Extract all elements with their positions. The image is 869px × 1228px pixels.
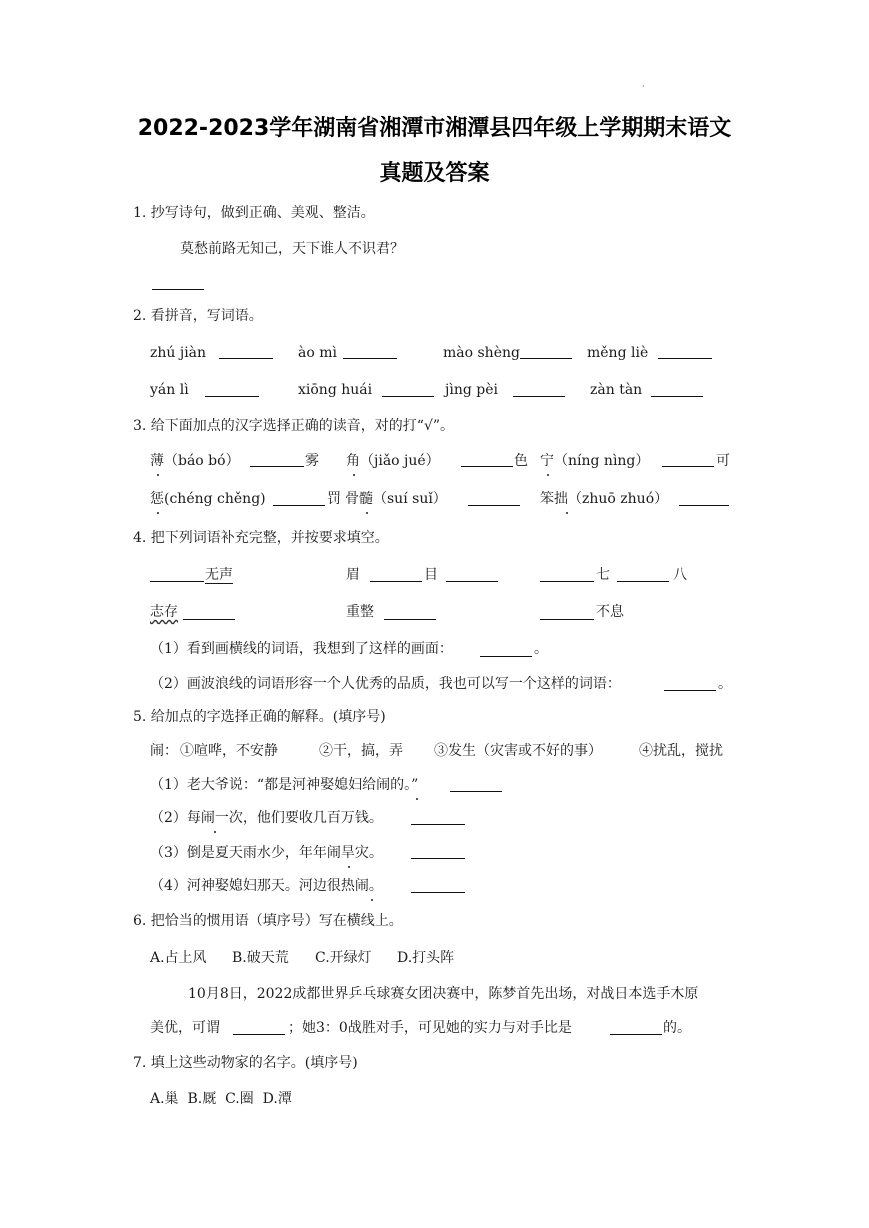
idiom-6-text: 不息 — [596, 604, 624, 620]
reading-1: 薄（báo bó） — [150, 453, 240, 469]
reading-4: 惩(chéng chěng) — [150, 491, 266, 507]
question-4-sub2: （2）画波浪线的词语形容一个人优秀的品质，我也可以写一个这样的词语： — [150, 676, 621, 692]
pinyin-8: zàn tàn — [590, 382, 643, 398]
idiom-3-middle: 七 — [596, 567, 610, 583]
idiom-5-blank[interactable] — [384, 619, 436, 620]
meaning-item-1: （1）老大爷说：“都是河神娶媳妇给闹的。” — [150, 777, 419, 793]
definition-label: 闹： — [150, 743, 178, 759]
document-title-line1: 2022-2023学年湖南省湘潭市湘潭县四年级上学期期末语文 — [137, 116, 732, 141]
option-d: D.打头阵 — [397, 950, 455, 966]
idiom-5-text: 重整 — [346, 604, 374, 620]
pinyin-2: ào mì — [298, 345, 337, 361]
idiom-2-blank-a[interactable] — [370, 581, 422, 582]
option-a: A.占上风 — [150, 950, 207, 966]
pinyin-6: xiōng huái — [298, 382, 373, 398]
question-5-stem: 5. 给加点的字选择正确的解释。(填序号) — [133, 709, 386, 725]
definition-1: ①喧哗，不安静 — [180, 743, 278, 759]
corner-mark: · — [642, 82, 645, 91]
definition-4: ④扰乱，搅扰 — [639, 743, 723, 759]
reading-6-blank[interactable] — [679, 505, 729, 506]
reading-3: 宁（níng nìng） — [540, 453, 650, 469]
question-2-stem: 2. 看拼音，写词语。 — [133, 308, 263, 324]
pinyin-5-blank[interactable] — [205, 396, 259, 397]
definition-3: ③发生（灾害或不好的事） — [434, 743, 602, 759]
pinyin-3-blank[interactable] — [520, 358, 572, 359]
pinyin-4: měng liè — [587, 345, 649, 361]
meaning-item-3: （3）倒是夏天雨水少，年年闹旱灾。 — [150, 845, 383, 861]
reading-5: 骨髓（suí suǐ） — [345, 491, 447, 507]
question-7-options: A.巢 B.厩 C.圈 D.潭 — [150, 1091, 292, 1107]
emphasis-dot — [157, 512, 159, 514]
reading-5-blank[interactable] — [468, 505, 520, 506]
pinyin-7-blank[interactable] — [513, 396, 565, 397]
question-6-paragraph-line1: 10月8日，2022成都世界乒乓球赛女团决赛中，陈梦首先出场，对战日本选手木原 — [188, 986, 699, 1002]
meaning-item-2-blank[interactable] — [411, 824, 465, 825]
question-1-poem: 莫愁前路无知己，天下谁人不识君？ — [180, 241, 404, 257]
question-6-paragraph-line2a: 美优，可谓 — [150, 1020, 220, 1036]
question-1-stem: 1. 抄写诗句，做到正确、美观、整洁。 — [133, 205, 375, 221]
meaning-item-3-blank[interactable] — [411, 858, 465, 859]
definition-2: ②干，搞，弄 — [319, 743, 403, 759]
idiom-3-blank-a[interactable] — [540, 581, 594, 582]
question-7-stem: 7. 填上这些动物家的名字。(填序号) — [133, 1055, 358, 1071]
reading-6: 笨拙（zhuō zhuó） — [540, 491, 669, 507]
question-1-answer-blank[interactable] — [152, 289, 204, 290]
idiom-4-text: 志存 — [150, 604, 178, 620]
emphasis-dot — [353, 474, 355, 476]
idiom-4-blank[interactable] — [183, 619, 235, 620]
document-title-line2: 真题及答案 — [379, 161, 490, 186]
emphasis-dot — [566, 512, 568, 514]
reading-4-blank[interactable] — [273, 505, 325, 506]
idiom-2-prefix: 眉 — [346, 567, 360, 583]
emphasis-dot — [371, 899, 373, 901]
pinyin-2-blank[interactable] — [343, 358, 397, 359]
pinyin-7: jìng pèi — [445, 382, 498, 398]
question-4-sub1-blank[interactable] — [480, 656, 532, 657]
pinyin-6-blank[interactable] — [382, 396, 434, 397]
idiom-1-text: 无声 — [205, 567, 233, 583]
option-c: C.开绿灯 — [315, 950, 372, 966]
pinyin-1: zhú jiàn — [150, 345, 207, 361]
emphasis-dot — [214, 831, 216, 833]
emphasis-dot — [416, 798, 418, 800]
question-6-paragraph-line2c: 的。 — [663, 1020, 691, 1036]
idiom-6-blank[interactable] — [540, 619, 594, 620]
meaning-item-1-blank[interactable] — [450, 791, 502, 792]
question-4-sub1: （1）看到画横线的词语，我想到了这样的画面： — [150, 641, 453, 657]
question-6-stem: 6. 把恰当的惯用语（填序号）写在横线上。 — [133, 913, 403, 929]
pinyin-1-blank[interactable] — [219, 358, 273, 359]
meaning-item-4: （4）河神娶媳妇那天。河边很热闹。 — [150, 878, 383, 894]
question-4-sub1-period: 。 — [534, 641, 548, 657]
question-6-paragraph-line2b: ；她3：0战胜对手，可见她的实力与对手比是 — [288, 1020, 572, 1036]
emphasis-dot — [547, 474, 549, 476]
reading-1-suffix: 雾 — [305, 453, 319, 469]
option-b: B.破天荒 — [232, 950, 289, 966]
idiom-3-blank-b[interactable] — [617, 581, 669, 582]
pinyin-8-blank[interactable] — [651, 396, 703, 397]
pinyin-4-blank[interactable] — [658, 358, 712, 359]
idiom-1-blank[interactable] — [150, 581, 204, 582]
reading-1-blank[interactable] — [250, 466, 304, 467]
meaning-item-4-blank[interactable] — [411, 892, 465, 893]
reading-3-suffix: 可 — [716, 453, 730, 469]
question-4-sub2-blank[interactable] — [664, 690, 716, 691]
meaning-item-2: （2）每闹一次，他们要收几百万钱。 — [150, 810, 383, 826]
pinyin-5: yán lì — [150, 382, 189, 398]
question-4-sub2-period: 。 — [718, 676, 732, 692]
reading-4-suffix: 罚 — [327, 491, 341, 507]
reading-3-blank[interactable] — [662, 466, 714, 467]
question-3-stem: 3. 给下面加点的汉字选择正确的读音，对的打“√”。 — [133, 418, 455, 434]
pinyin-3: mào shèng — [443, 345, 520, 361]
reading-2: 角（jiǎo jué） — [346, 453, 440, 469]
idiom-2-blank-b[interactable] — [446, 581, 498, 582]
idiom-2-middle: 目 — [424, 567, 438, 583]
question-6-blank-2[interactable] — [610, 1034, 662, 1035]
reading-2-suffix: 色 — [514, 453, 528, 469]
emphasis-dot — [157, 474, 159, 476]
emphasis-dot — [366, 512, 368, 514]
emphasis-dot — [348, 866, 350, 868]
question-4-stem: 4. 把下列词语补充完整，并按要求填空。 — [133, 530, 389, 546]
idiom-3-suffix: 八 — [673, 567, 687, 583]
question-6-blank-1[interactable] — [233, 1034, 285, 1035]
reading-2-blank[interactable] — [461, 466, 513, 467]
